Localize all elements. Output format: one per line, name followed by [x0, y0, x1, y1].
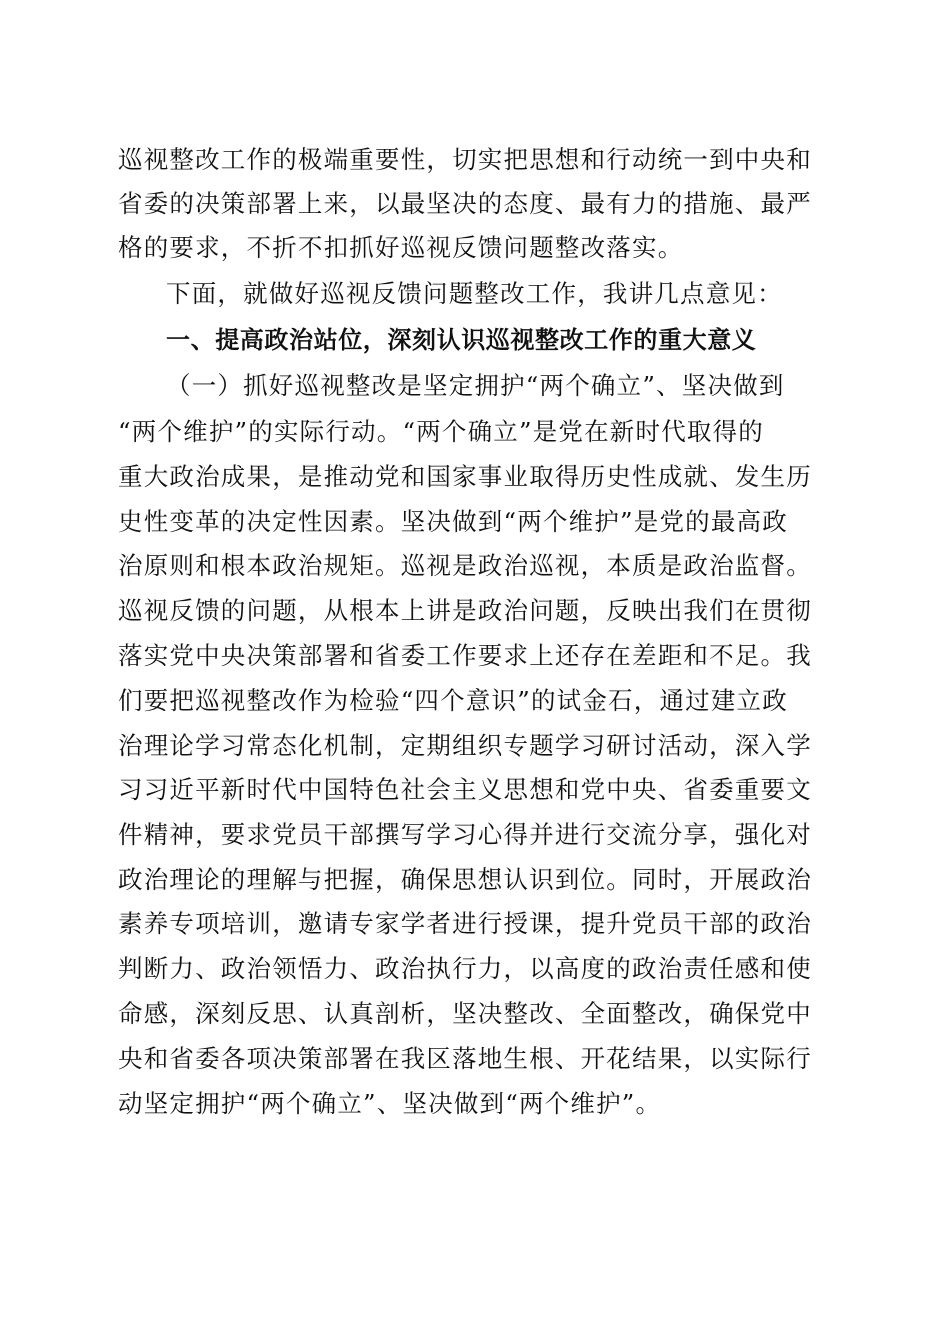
section-heading: 一、提高政治站位，深刻认识巡视整改工作的重大意义	[166, 326, 757, 354]
body-text-line: 省委的决策部署上来，以最坚决的态度、最有力的措施、最严	[118, 189, 812, 218]
body-text-line: 治原则和根本政治规矩。巡视是政治巡视，本质是政治监督。	[118, 551, 812, 580]
subsection-heading-line: （一）抓好巡视整改是坚定拥护“两个确立”、坚决做到	[166, 371, 785, 400]
paragraph-intro-line: 下面，就做好巡视反馈问题整改工作，我讲几点意见：	[166, 279, 783, 308]
body-text-line: 央和省委各项决策部署在我区落地生根、开花结果，以实际行	[118, 1044, 812, 1073]
body-text-line: 史性变革的决定性因素。坚决做到“两个维护”是党的最高政	[118, 507, 788, 536]
body-text-line: 件精神，要求党员干部撰写学习心得并进行交流分享，强化对	[118, 820, 812, 849]
body-text-line: 治理论学习常态化机制，定期组织专题学习研讨活动，深入学	[118, 731, 812, 760]
body-text-line: 们要把巡视整改作为检验“四个意识”的试金石，通过建立政	[118, 686, 788, 715]
body-text-line: “两个维护”的实际行动。“两个确立”是党在新时代取得的	[118, 417, 764, 446]
body-text-line: 巡视反馈的问题，从根本上讲是政治问题，反映出我们在贯彻	[118, 596, 812, 625]
body-text-line: 巡视整改工作的极端重要性，切实把思想和行动统一到中央和	[118, 145, 812, 174]
body-text-line: 动坚定拥护“两个确立”、坚决做到“两个维护”。	[118, 1089, 662, 1118]
body-text-line: 政治理论的理解与把握，确保思想认识到位。同时，开展政治	[118, 865, 812, 894]
body-text-line: 判断力、政治领悟力、政治执行力，以高度的政治责任感和使	[118, 954, 812, 983]
body-text-line: 素养专项培训，邀请专家学者进行授课，提升党员干部的政治	[118, 909, 812, 938]
body-text-line: 习习近平新时代中国特色社会主义思想和党中央、省委重要文	[118, 775, 812, 804]
body-text-line: 重大政治成果，是推动党和国家事业取得历史性成就、发生历	[118, 462, 812, 491]
body-text-line: 命感，深刻反思、认真剖析，坚决整改、全面整改，确保党中	[118, 999, 812, 1028]
body-text-line: 落实党中央决策部署和省委工作要求上还存在差距和不足。我	[118, 641, 812, 670]
body-text-line: 格的要求，不折不扣抓好巡视反馈问题整改落实。	[118, 233, 684, 262]
